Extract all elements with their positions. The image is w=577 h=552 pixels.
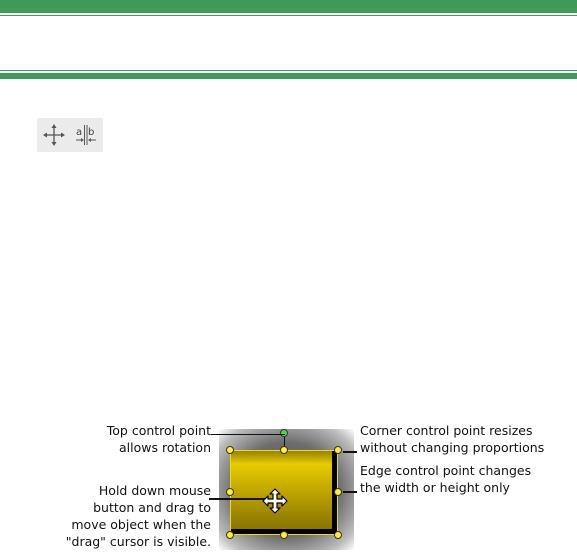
move-cursor-icon	[262, 488, 288, 514]
text-spacing-button[interactable]	[73, 122, 99, 148]
control-points-diagram	[0, 418, 577, 552]
edge-handle-left[interactable]	[226, 488, 234, 496]
rotation-leader-line	[211, 434, 285, 435]
corner-handle-top-left[interactable]	[226, 446, 234, 454]
move-leader-line	[209, 498, 265, 500]
edge-handle-bottom[interactable]	[280, 531, 288, 539]
rotation-handle[interactable]	[280, 429, 288, 437]
corner-leader-line	[343, 451, 357, 453]
edge-handle-right[interactable]	[334, 488, 342, 496]
header-divider	[0, 15, 577, 16]
rotation-annotation: Top control point allows rotation	[106, 423, 211, 455]
corner-handle-bottom-right[interactable]	[334, 531, 342, 539]
toolbar	[37, 118, 103, 152]
move-icon	[42, 123, 66, 147]
svg-text:b: b	[88, 127, 95, 138]
corner-handle-top-right[interactable]	[334, 446, 342, 454]
header-bar	[0, 0, 577, 13]
section-divider-thin	[0, 70, 577, 71]
edge-leader-line	[343, 491, 357, 493]
move-button[interactable]	[41, 122, 67, 148]
corner-annotation: Corner control point resizes without changing proportions	[360, 423, 545, 455]
svg-text:a: a	[76, 127, 83, 138]
text-spacing-icon	[73, 122, 99, 148]
edge-handle-top[interactable]	[280, 446, 288, 454]
section-divider-thick	[0, 73, 577, 79]
edge-annotation: Edge control point changes the width or height only	[360, 463, 532, 495]
move-annotation: Hold down mouse button and drag to move object when the "drag" cursor is visible.	[65, 483, 211, 549]
corner-handle-bottom-left[interactable]	[226, 531, 234, 539]
